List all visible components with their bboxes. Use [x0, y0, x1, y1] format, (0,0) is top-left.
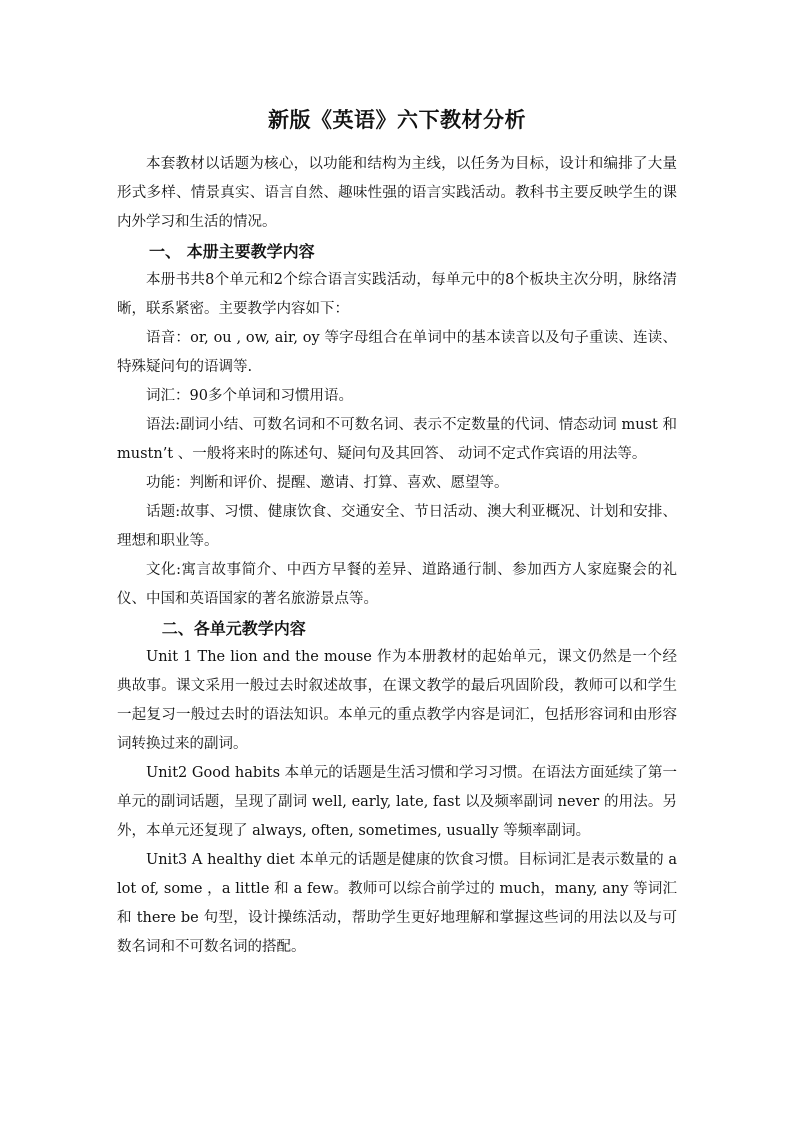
- item-label: 语音：: [146, 330, 191, 346]
- item-label: 语法:: [146, 417, 181, 433]
- section-heading-2: 二、各单元教学内容: [161, 619, 306, 638]
- intro-paragraph: 本套教材以话题为核心，以功能和结构为主线，以任务为目标，设计和编排了大量形式多样、情景真实、语言自然、趣味性强的语言实践活动。教科书主要反映学生的课内外学习和生活的情况。: [117, 156, 677, 230]
- content-item-pronunciation: [117, 324, 677, 382]
- unit-paragraph-1: Unit 1 The lion and the mouse 作为本册教材的起始单元，课文仍然是一个经典故事。课文采用一般过去时叙述故事，在课文教学的最后巩固阶段，教师可以和学生一起复习一般过去时的语法知识。本单元的重点教学内容是词汇，包括形容词和由形容词转换过来的副词。: [117, 649, 677, 752]
- content-item-vocabulary: [117, 382, 677, 411]
- section1-overview: 本册书共8个单元和2个综合语言实践活动，每单元中的8个板块主次分明，脉络清晰，联系紧密。主要教学内容如下：: [117, 272, 677, 317]
- content-item-grammar: [117, 411, 677, 469]
- unit-paragraph-2: Unit2 Good habits 本单元的话题是生活习惯和学习习惯。在语法方面延续了第一单元的副词话题，呈现了副词 well, early, late, fast 以及频率副词 never 的用法。另外，本单元还复现了 always, often, sometimes, usually 等频率副词。: [117, 765, 677, 839]
- item-text: or, ou , ow, air, oy 等字母组合在单词中的基本读音以及句子重读、连读、特殊疑问句的语调等.: [117, 330, 677, 375]
- item-text: 故事、习惯、健康饮食、交通安全、节日活动、澳大利亚概况、计划和安排、理想和职业等。: [117, 504, 678, 549]
- unit-paragraph-3: Unit3 A healthy diet 本单元的话题是健康的饮食习惯。目标词汇是表示数量的 a lot of, some ，a little 和 a few。教师可以综合前学过的 much，many, any 等词汇和 there be 句型，设计操练活动，帮助学生更好地理解和掌握这些词的用法以及与可数名词和不可数名词的搭配。: [117, 852, 677, 955]
- item-label: 词汇：: [146, 388, 190, 404]
- item-text: 判断和评价、提醒、邀请、打算、喜欢、愿望等。: [189, 475, 509, 491]
- content-item-function: [117, 469, 677, 498]
- item-text: 90多个单词和习惯用语。: [189, 388, 353, 404]
- section-heading-1: 一、 本册主要教学内容: [149, 242, 315, 261]
- item-label: 文化:: [146, 562, 181, 578]
- item-label: 功能：: [146, 475, 190, 491]
- document-title: 新版《英语》六下教材分析: [268, 107, 526, 132]
- content-item-topic: [117, 498, 677, 556]
- document-body: [117, 150, 677, 962]
- content-item-culture: [117, 556, 677, 614]
- item-text: 寓言故事简介、中西方早餐的差异、道路通行制、参加西方人家庭聚会的礼仪、中国和英语国家的著名旅游景点等。: [117, 562, 677, 607]
- item-label: 话题:: [146, 504, 181, 520]
- item-text: 副词小结、可数名词和不可数名词、表示不定数量的代词、情态动词 must 和 mustn’t 、一般将来时的陈述句、疑问句及其回答、 动词不定式作宾语的用法等。: [117, 417, 678, 462]
